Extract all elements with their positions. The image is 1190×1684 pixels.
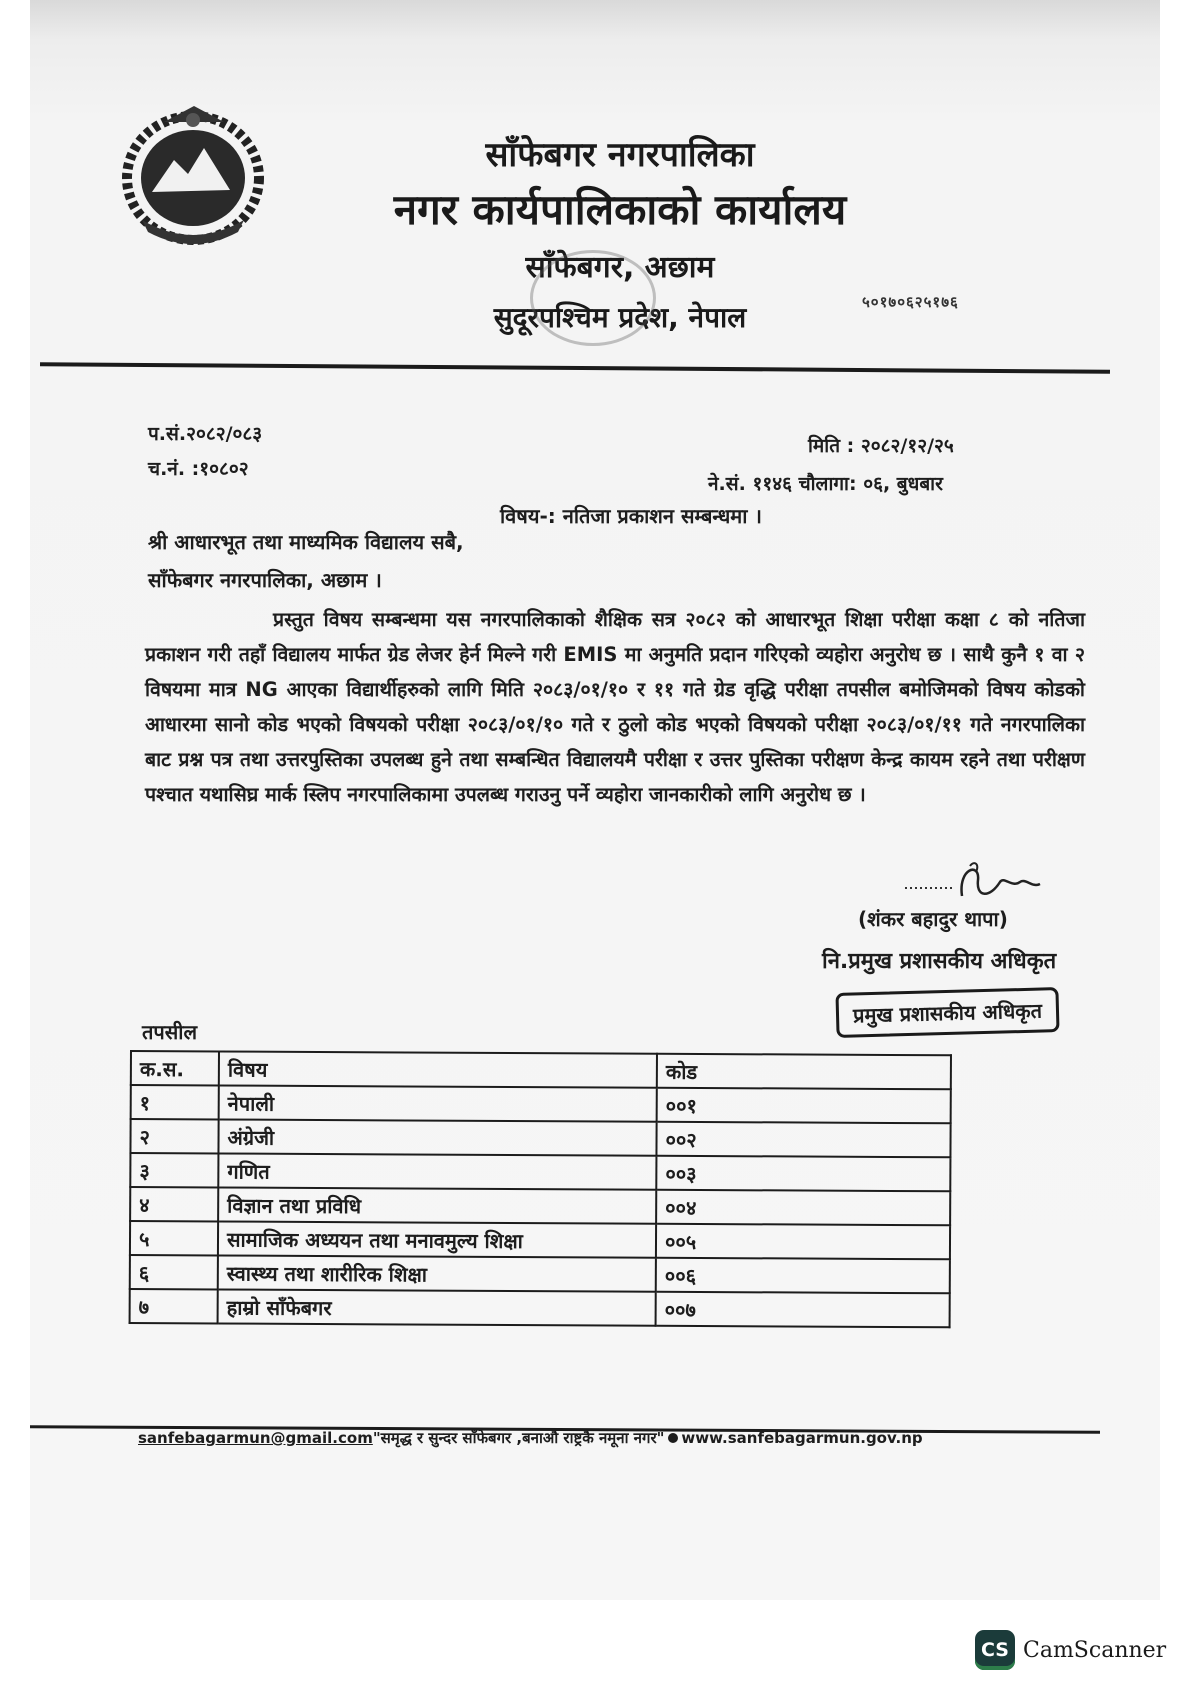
table-row [130, 1255, 950, 1293]
recipient-line-2: साँफेबगर नगरपालिका, अछाम । [148, 568, 382, 592]
cell-code: ००७ [656, 1292, 950, 1328]
province-country: सुदूरपश्चिम प्रदेश, नेपाल [493, 301, 747, 334]
municipality-name: साँफेबगर नगरपालिका [485, 135, 755, 175]
footer [138, 1428, 958, 1448]
footer-email[interactable]: sanfebagarmun@gmail.com [138, 1429, 373, 1447]
office-seal-stamp [530, 250, 656, 346]
cell-subject: अंग्रेजी [218, 1119, 656, 1155]
table-row [130, 1187, 950, 1225]
letter-body [145, 602, 1085, 812]
cell-subject: नेपाली [219, 1085, 657, 1121]
camscanner-watermark [975, 1630, 1166, 1670]
cell-serial: १ [131, 1085, 219, 1119]
handwritten-signature [900, 858, 1050, 908]
table-caption: तपसील [142, 1020, 198, 1044]
serial-number: ५०१७०६२५१७६ [862, 293, 959, 311]
cell-serial: ४ [130, 1187, 218, 1221]
table-header-row [131, 1051, 951, 1089]
cell-subject: गणित [218, 1153, 656, 1189]
col-header-serial: क.स. [131, 1051, 219, 1085]
cell-code: ००२ [656, 1122, 950, 1158]
cell-code: ००१ [657, 1088, 951, 1124]
footer-website[interactable]: www.sanfebagarmun.gov.np [681, 1429, 923, 1447]
table-row [130, 1289, 950, 1327]
patra-sankhya: प.सं.२०८२/०८३ [148, 423, 263, 445]
signatory-name: (शंकर बहादुर थापा) [858, 907, 1008, 931]
col-header-subject: विषय [219, 1051, 657, 1087]
camscanner-name: CamScanner [1023, 1637, 1167, 1663]
footer-slogan: "समृद्ध र सुन्दर साँफेबगर ,बनाऔ राष्ट्रकै नमूना नगर" [372, 1429, 665, 1447]
letter-body-text: प्रस्तुत विषय सम्बन्धमा यस नगरपालिकाको शैक्षिक सत्र २०८२ को आधारभूत शिक्षा परीक्षा कक्षा ८ को नतिजा प्रकाशन गरी तहाँ विद्यालय मार्फत ग्रेड लेजर हेर्न मिल्ने गरी EMIS मा अनुमति प्रदान गरिएको व्यहोरा अनुरोध छ । साथै कुनै १ वा २ विषयमा मात्र NG आएका विद्यार्थीहरुको लागि मिति २०८३/०१/१० र ११ गते ग्रेड वृद्धि परीक्षा तपसील बमोजिमको विषय कोडको आधारमा सानो कोड भएको विषयको परीक्षा २०८३/०१/१० गते र ठुलो कोड भएको विषयको परीक्षा २०८३/०१/११ गते नगरपालिका बाट प्रश्न पत्र तथा उत्तरपुस्तिका उपलब्ध हुने तथा सम्बन्धित विद्यालयमै परीक्षा र उत्तर पुस्तिका परीक्षण केन्द्र कायम रहने तथा परीक्षण पश्चात यथासिघ्र मार्क स्लिप नगरपालिकामा उपलब्ध गराउनु पर्ने व्यहोरा जानकारीको लागि अनुरोध छ । [145, 608, 1085, 806]
globe-icon [668, 1433, 678, 1443]
office-location: साँफेबगर, अछाम [525, 250, 715, 285]
table-row [131, 1085, 951, 1123]
cell-serial: ३ [130, 1153, 218, 1187]
cell-code: ००४ [656, 1190, 950, 1226]
cell-serial: २ [130, 1119, 218, 1153]
recipient-line-1: श्री आधारभूत तथा माध्यमिक विद्यालय सबै, [148, 530, 464, 554]
letter-subject: विषय-: नतिजा प्रकाशन सम्बन्धमा । [500, 504, 762, 528]
cell-subject: सामाजिक अध्ययन तथा मनावमुल्य शिक्षा [218, 1221, 656, 1257]
nepal-sambat-date: ने.सं. ११४६ चौलागा: ०६, बुधबार [708, 473, 943, 495]
cell-code: ००६ [656, 1258, 950, 1294]
cell-code: ००५ [656, 1224, 950, 1260]
table-row [130, 1221, 950, 1259]
office-name: नगर कार्यपालिकाको कार्यालय [393, 185, 847, 234]
cell-serial: ५ [130, 1221, 218, 1255]
cell-serial: ७ [130, 1289, 218, 1323]
table-row [130, 1153, 950, 1191]
signatory-title: नि.प्रमुख प्रशासकीय अधिकृत [822, 949, 1057, 974]
date: मिति : २०८२/१२/२५ [808, 435, 954, 457]
cell-subject: विज्ञान तथा प्रविधि [218, 1187, 656, 1223]
designation-stamp: प्रमुख प्रशासकीय अधिकृत [835, 987, 1059, 1038]
cell-subject: हाम्रो साँफेबगर [218, 1289, 656, 1325]
table-row [130, 1119, 950, 1157]
cs-logo-icon: CS [975, 1630, 1015, 1670]
cell-code: ००३ [656, 1156, 950, 1192]
col-header-code: कोड [657, 1054, 951, 1090]
cell-serial: ६ [130, 1255, 218, 1289]
subject-code-table [129, 1050, 952, 1328]
chalani-number: च.नं. :१०८०२ [148, 458, 249, 480]
cell-subject: स्वास्थ्य तथा शारीरिक शिक्षा [218, 1255, 656, 1291]
nepal-emblem-icon [112, 100, 274, 250]
